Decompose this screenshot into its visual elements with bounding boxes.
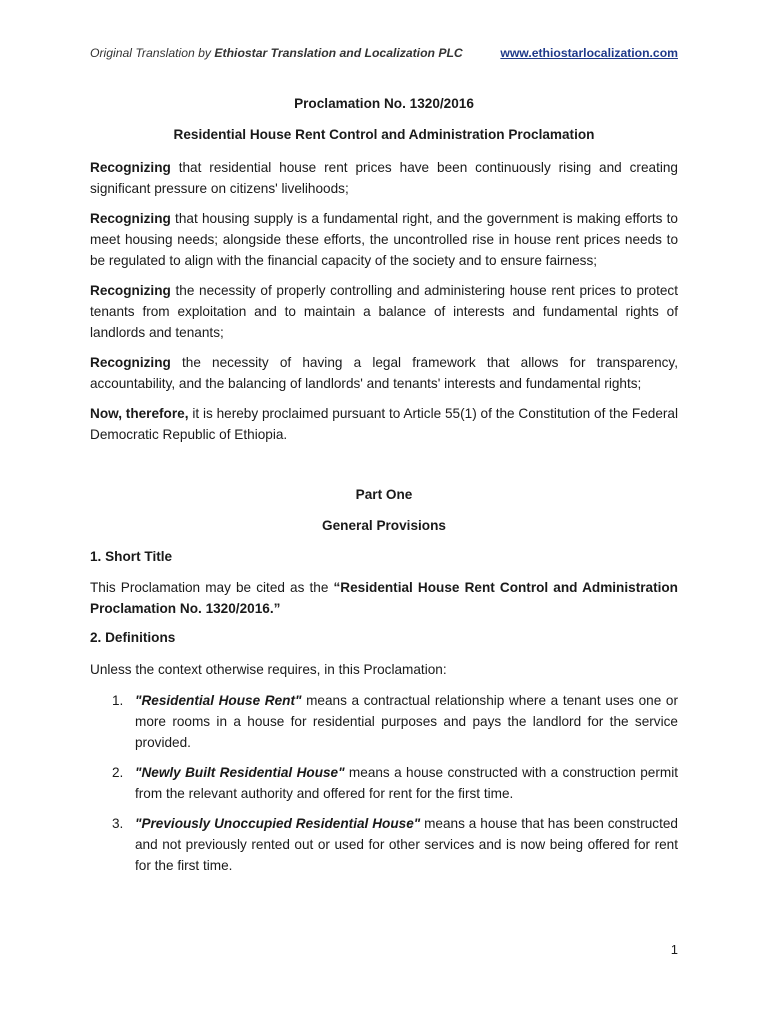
- definitions-intro: Unless the context otherwise requires, in this Proclamation:: [90, 662, 447, 677]
- definition-item: 1. "Residential House Rent" means a contractual relationship where a tenant uses one or more rooms in a house for residential purposes and pays the landlord for the service provided.: [112, 693, 678, 750]
- section-heading-definitions: 2. Definitions: [90, 630, 176, 645]
- preamble-paragraph: Recognizing the necessity of properly controlling and administering house rent prices to protect tenants from exploitation and to maintain a balance of interests and fundamental rights of landlords and tenants;: [90, 283, 678, 340]
- section-heading-short-title: 1. Short Title: [90, 549, 173, 564]
- preamble-paragraph: Recognizing that housing supply is a fundamental right, and the government is making efforts to meet housing needs; alongside these efforts, the uncontrolled rise in house rent prices needs to be regulated to align with the financial capacity of the society and to ensure fairness;: [90, 211, 678, 268]
- translation-credit: Original Translation by Ethiostar Translation and Localization PLC: [90, 46, 463, 60]
- document-page: [90, 0, 678, 1024]
- website-link[interactable]: www.ethiostarlocalization.com: [500, 46, 678, 60]
- translation-company: Ethiostar Translation and Localization PLC: [214, 46, 463, 60]
- page-number: 1: [670, 942, 678, 957]
- part-label: Part One: [355, 487, 413, 502]
- preamble-paragraph: Recognizing that residential house rent prices have been continuously rising and creating significant pressure on citizens' livelihoods;: [90, 160, 678, 196]
- definition-item: 2. "Newly Built Residential House" means a house constructed with a construction permit from the relevant authority and offered for rent for the first time.: [112, 765, 678, 801]
- enacting-clause: Now, therefore, it is hereby proclaimed pursuant to Article 55(1) of the Constitution of the Federal Democratic Republic of Ethiopia.: [90, 406, 678, 442]
- short-title-text: This Proclamation may be cited as the “Residential House Rent Control and Administration Proclamation No. 1320/2016.”: [90, 580, 678, 616]
- part-title: General Provisions: [322, 518, 446, 533]
- proclamation-number: Proclamation No. 1320/2016: [294, 96, 474, 111]
- definition-item: 3. "Previously Unoccupied Residential House" means a house that has been constructed and not previously rented out or used for other services and is now being offered for rent for the first time.: [112, 816, 678, 873]
- proclamation-title: Residential House Rent Control and Administration Proclamation: [173, 127, 595, 142]
- preamble-paragraph: Recognizing the necessity of having a legal framework that allows for transparency, accountability, and the balancing of landlords' and tenants' interests and fundamental rights;: [90, 355, 678, 391]
